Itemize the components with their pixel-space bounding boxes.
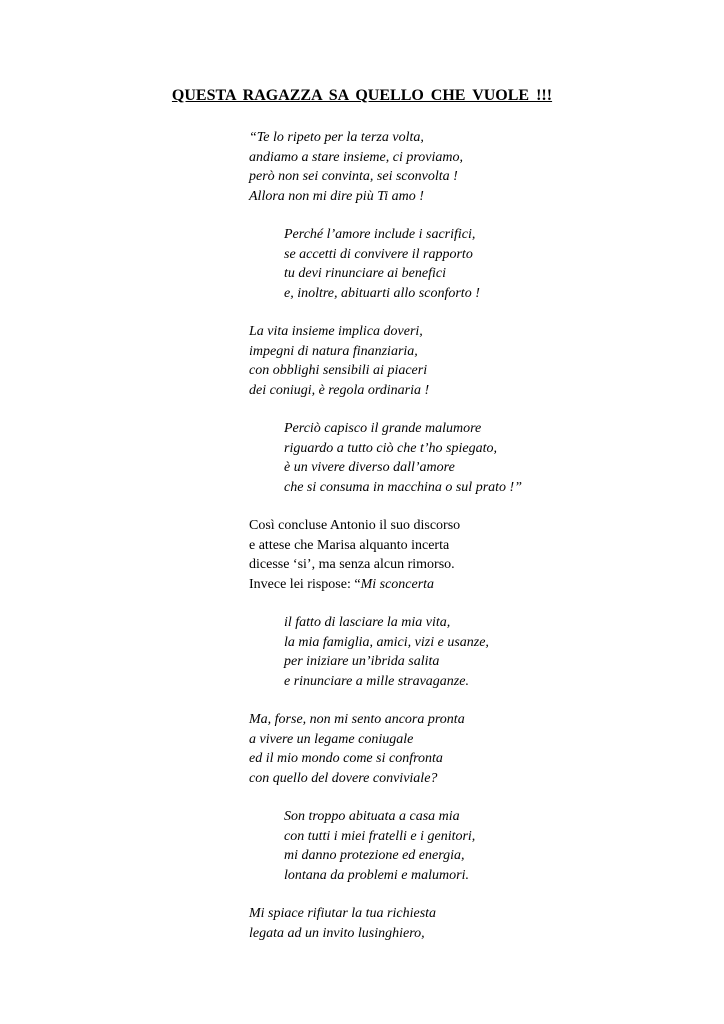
poem-line: e, inoltre, abituarti allo sconforto ! — [284, 285, 480, 301]
stanza-4 — [284, 419, 689, 497]
poem-line: riguardo a tutto ciò che t’ho spiegato, — [284, 440, 497, 456]
poem-line: legata ad un invito lusinghiero, — [249, 925, 425, 941]
poem-line: che si consuma in macchina o sul prato !” — [284, 479, 522, 495]
poem-line: Ma, forse, non mi sento ancora pronta — [249, 712, 465, 727]
poem-line: Così concluse Antonio il suo discorso — [249, 518, 461, 533]
poem-line: a vivere un legame coniugale — [249, 731, 414, 747]
poem-line: lontana da problemi e malumori. — [284, 867, 469, 883]
poem-line: è un vivere diverso dall’amore — [284, 460, 455, 475]
stanza-5 — [249, 516, 689, 594]
poem-line: Allora non mi dire più Ti amo ! — [249, 188, 424, 204]
poem-line: e attese che Marisa alquanto incerta — [249, 537, 450, 553]
poem-line: ed il mio mondo come si confronta — [249, 751, 443, 766]
line-prefix: Invece lei rispose: “ — [249, 576, 361, 592]
poem-line: Mi spiace rifiutar la tua richiesta — [249, 906, 437, 921]
stanza-9 — [249, 904, 689, 943]
poem-line: il fatto di lasciare la mia vita, — [284, 615, 451, 630]
poem-line-mixed — [249, 575, 689, 595]
poem-line: andiamo a stare insieme, ci proviamo, — [249, 149, 463, 165]
poem-body — [249, 128, 689, 962]
poem-line: dei coniugi, è regola ordinaria ! — [249, 382, 430, 398]
poem-line: con quello del dovere conviviale? — [249, 770, 438, 786]
stanza-8 — [284, 807, 689, 885]
poem-line: se accetti di convivere il rapporto — [284, 246, 473, 262]
poem-line: dicesse ‘si’, ma senza alcun rimorso. — [249, 557, 455, 572]
poem-line: “Te lo ripeto per la terza volta, — [249, 130, 424, 145]
poem-line: con obblighi sensibili ai piaceri — [249, 363, 428, 378]
poem-line: La vita insieme implica doveri, — [249, 324, 423, 339]
poem-line: per iniziare un’ibrida salita — [284, 654, 440, 669]
stanza-6 — [284, 613, 689, 691]
poem-line: mi danno protezione ed energia, — [284, 848, 465, 863]
poem-line: però non sei convinta, sei sconvolta ! — [249, 169, 458, 184]
poem-line: Perciò capisco il grande malumore — [284, 421, 482, 436]
poem-line: e rinunciare a mille stravaganze. — [284, 673, 469, 689]
poem-line: tu devi rinunciare ai benefici — [284, 266, 446, 281]
poem-line: Son troppo abituata a casa mia — [284, 809, 460, 824]
stanza-1 — [249, 128, 689, 206]
poem-line: Perché l’amore include i sacrifici, — [284, 227, 476, 242]
stanza-7 — [249, 710, 689, 788]
stanza-2 — [284, 225, 689, 303]
poem-line: con tutti i miei fratelli e i genitori, — [284, 828, 476, 844]
poem-line: la mia famiglia, amici, vizi e usanze, — [284, 634, 489, 650]
line-italic-part: Mi sconcerta — [360, 576, 435, 592]
poem-line: impegni di natura finanziaria, — [249, 343, 418, 359]
poem-title: QUESTA RAGAZZA SA QUELLO CHE VUOLE !!! — [171, 87, 553, 104]
stanza-3 — [249, 322, 689, 400]
